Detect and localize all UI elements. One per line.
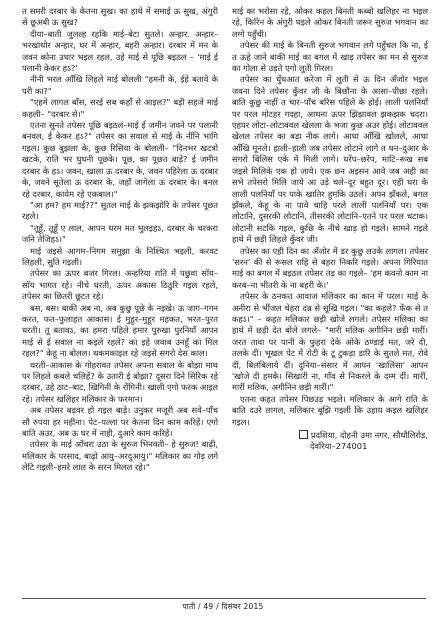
paragraph: नीनी भरल आँखि लिहले माई बोलली "हमनी के, ईहे बतावे के परी का?" bbox=[22, 74, 218, 96]
paragraph: अब तपेसर बड़वर हो गइल बाड़े। उनुकर मजूरी अब सवे–पाँच सौ रुपया हर महीना। पेट–पल्ला पर केतना दिन काम करिहें। एगो बाति अउर, अब ऊ घर में नाही, दुआरे काम करिहें। bbox=[22, 405, 218, 439]
paragraph: तपेसर का ऊपर बजर गिरल। अन्हरिया राति में पछुवा सॉय–सॉय भागत रहे। नीचे धरती, ऊपर अकास ठिठुरि गइल रहले, तपेसर का छितरी छूटत रहे। bbox=[22, 268, 218, 302]
paragraph: तपेसर का एही दिन का अँजोर में डर कुछु लउके लागल। तपेसर 'सरन' की से रूसल राहि से बहरा निकरि गइले। अपना गिरियात माई का बगल में बइठल तपेसर तड़ का गइले– 'हम कवनो काम ना करब–ना भीतरी के ना बहरी के।' bbox=[232, 245, 428, 290]
paragraph: एतना सुनते तपेसर पूछि बइठलं–माई ई जमीन जवने पर पलानी बनवल, ई केकर हऽ?" तपेसर का सवाल से माई के नींनि भागि गइल। कुछ बुझला के, कुछ रिसिया के बोलली– "दिनभर खटत्रो खटके, राति भर घुधनी पूछके। पूछ, का पूछत बाड़े? ई जमीन दरबार के हऽ। जवन, खाला ऊ दरबार के, जवन पहिरेला ऊ दरबार के, जवने सूतेला ऊ दरबार के, जहाँ जागेला ऊ दरबार के। बनल रहे दरबार, कायेम रहे एकबाल।" bbox=[22, 120, 218, 199]
paragraph: तपेसर के ठनकत आवाज मलिकार का कान में परल। माई के अनीरा से भींजल चेहरा दन्न से सूखि गइल। "का कहले? फेंक से त कहऽ।" – कहत मलिकार छड़ी खोजे लगले। तपेसर मलिका का हाथे में छड़ी देत बोले लगले– "मारी मलिक अगीनिन छड़ी मारीं। जरत तावा पर पानी के फुहरा देके ओके ठण्डाई मत, जरे दी, तलके दीं। भूखल पेट में रोटी के टू टुकड़ा डारि के सुतले मत, रोवे दीं, बिलबिलाये दीं। दुनिया–संसार में आपन 'खालिसा' आपन 'खोजे दी हमके। सिखारी ना, गाँव से निकरले के दम्म दीं। मारीं, मारीं मलिक, अगीनिन छड़ी मारीं।" bbox=[232, 291, 428, 393]
author-credit bbox=[232, 430, 428, 452]
paragraph: तपेसर का धुँधआत करेजा में लुती से ऊ दिन अँजोर भइल जवना दिने तपेसर कुँवर जी के बिछौना के आसा–पीछा रहले। बाति कुछु नाहीं त चार–पाँच बरिस पहिले के होई। लाली पलनियाँ पर परल मोटहर गदहा, आधना ऊपर झिझावल झकझक चदरा। एहपर लोटा–लोटाववल खेलला के भजा कुछ अउर होई। लोटाववल खेलल तपेसर का बड़ा नीक लागे। आधा आँखि खोलले, आधा आँखि मूनले। हाली–हाली जब तपेसर लोटाने लागे त धन–दुआर के सगरो बिलिस एके में मिली लागे। धरेंप–छरेंप, माटि–रूख सब जइसे मिलिके एक हो जाये। एक छन अइसन आवे जब अही का सभे तपेसरो मिलि जाये आ उड़े चले–दूर बहुत दूर। एही घरा के लाली पलनियाँ पर पाके खातिर हुमकि उठले। अपन झँकले, बगल झँकले, केहू के ना पावे चाहि परले लाली पलनियाँ पर। एक लोटानि, दुसरकी लोटानि, तीसरकी लोटानि–एतने पर परल चटाक। लोटानी सटकि गइल, कुछि के नीचे खाड़ हो गइले। सामने गइले हाथे में छड़ी लिहले कुँवर जी। bbox=[232, 74, 428, 245]
page-footer: पाती / 49 / दिसंबर 2015 bbox=[182, 602, 264, 611]
author-place: देवरिया–274001 bbox=[310, 441, 368, 452]
paragraph: बस, बस। बाकी अब ना, अब कुछु पूछे के नइखे। ऊ जाग–गगन करत, फत–फुलाहत आकास। ई मुहुर–मुहूर महकत, भरत–पुरत धरती। तू बतावऽ, का हमरा पहिले हमार पुरुखा पुरनियाँ आपन माई से ई सवाल ना कइले रहले? का इहे जवाब उनहूँ का मिल रहल?" केहू ना बोलल। थकमकाइल रहे जइसे सगरो देस काल। bbox=[22, 302, 218, 359]
paragraph: एतना कहत तपेसर पिछउड़ भइले। मलिकार के आगे राति के बाति दउरे लागल, मलिकार बूझि गइली कि उहाय कइल खलिहर गइल। bbox=[232, 393, 428, 427]
paragraph: त समरी दरबार के केतना सुख। का हाथे में समाई ऊ सुख, अंगुरी से छूअबी ऊ सुख? bbox=[22, 6, 218, 28]
author-name: प्रदशिया, दोहनी उमा नगर, सौधौलिरोड, bbox=[310, 430, 428, 441]
paragraph: "आ हम? हम माई??" सुतल माई के झकझोरि के तपेसर पूछत रहले। bbox=[22, 199, 218, 222]
text-column-left bbox=[22, 6, 218, 572]
paragraph: माई जइसे आगम–निगम समुझा के निश्चित भइली, करवट लिहली, सुति गइली। bbox=[22, 245, 218, 267]
footer-rule bbox=[22, 598, 426, 599]
square-bullet-icon bbox=[299, 430, 308, 439]
paragraph: दीया–बाती जुलल्ह रहकि माई–बेटा सुतले। अन्हार. अन्हार–भरखाधोर अन्हार, घर में अन्हार, बहरी अन्हार। दरबार में मन के जवन कोना उधार भइल रहल, उहे माई से पूछि बइठल – 'माई ई पलानी केकर हऽ?' bbox=[22, 28, 218, 74]
text-column-right bbox=[232, 6, 428, 572]
paragraph: "तूहूँ, तूहूँ ए लाल, आपन धरम मत भुलइहऽ, दरबार के चरकरा जनि तेजिहऽ।" bbox=[22, 222, 218, 245]
paragraph: तपेसर की माई के बिनती सुरुज भगवान लगे पहुँचल कि ना, ई त ऊहे जाने बाकी माई का बगल में खाड़ तपेसर का मन से सुरुज का गोला से उड़ते एगो लुती गिरल। bbox=[232, 40, 428, 74]
paragraph: धरती–आकास के गोहरावत तपेसर अपना सवाल के बोझा माथ पर लिहले कबले चलिहें? के उतारी ई बोझा? दूसरा दिने सिरिक रहे दरबार, उहे ठाट–बाट, खिगिनी के रोंगिनी। खाली एगो फरक आइल रहे। तपेसर खलिहर मलिकार के फरमान। bbox=[22, 359, 218, 404]
paragraph: "एहमे लागल बाँस, सरई सब कहाँ से आइल?" बड़ी सहजे माई कहली– "दरबार से।" bbox=[22, 97, 218, 119]
paragraph: तपेसर के माई आँचरा उठा के सुरुज भिनवती– हे सुरुज! बाढ़ी, मलिकार के परसाद, बाढ़ो आयु–अरदुआयु।" मलिकार का गोड़ लगे लेटि गइली–हमरे लाल के सरन मिलल रहे।" bbox=[22, 439, 218, 473]
paragraph: माई का भरोसा रहे, ओकर कहल बिनती कब्बो खलिहर ना भइल रहे, किरिन के अंगुरी धइले ओकर बिनती जरूर सुरुज भगवान का लग्गे पहुँची। bbox=[232, 6, 428, 39]
